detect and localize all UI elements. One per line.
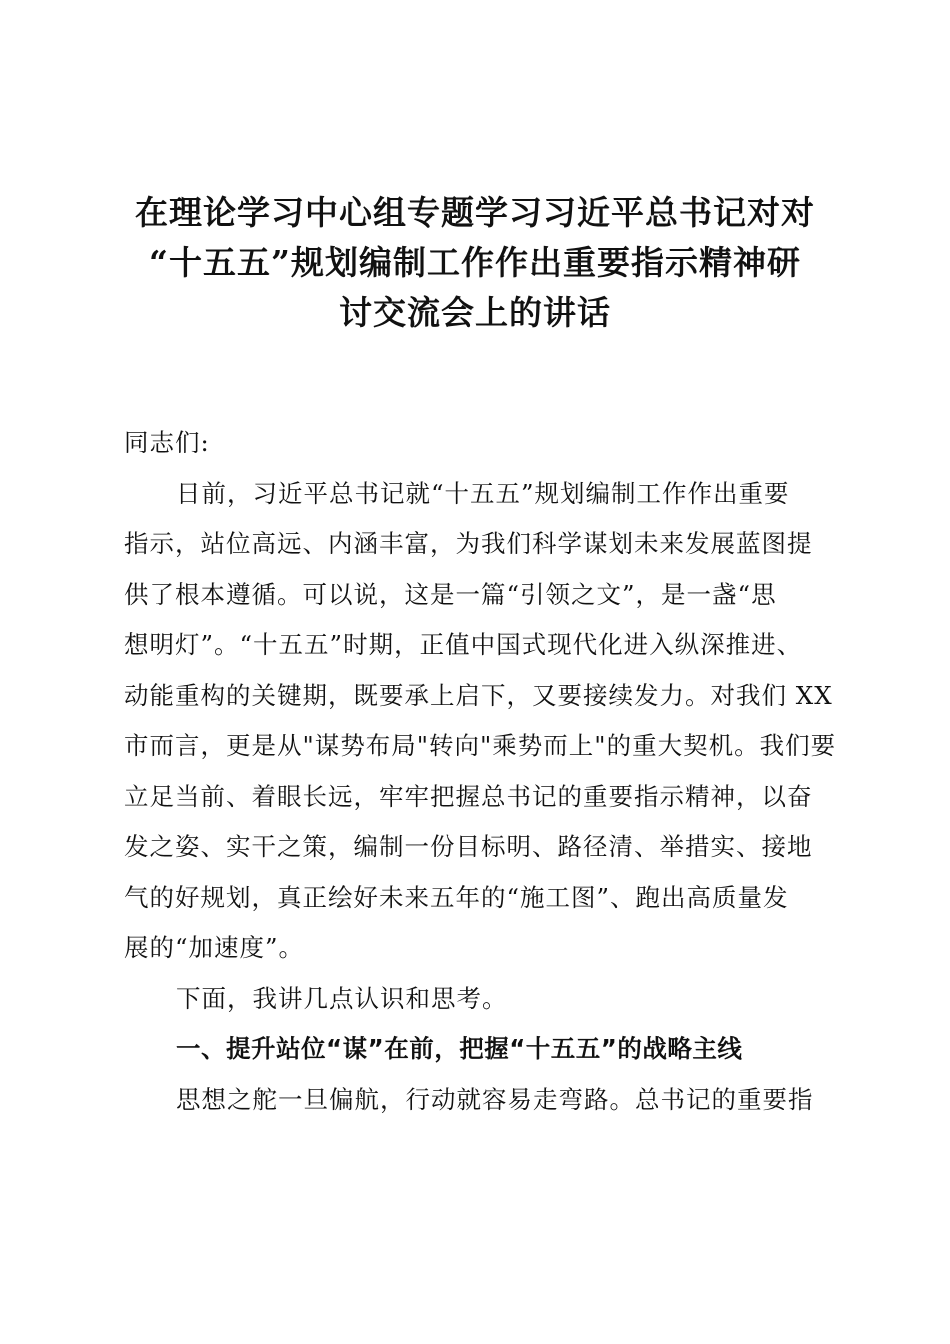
paragraph-line: 气的好规划，真正绘好未来五年的“施工图”、跑出高质量发: [124, 882, 789, 912]
paragraph-line: 发之姿、实干之策，编制一份目标明、路径清、举措实、接地: [124, 832, 813, 861]
paragraph-line: 立足当前、着眼长远，牢牢把握总书记的重要指示精神，以奋: [124, 781, 813, 811]
title-line-3: 讨交流会上的讲话: [339, 293, 611, 332]
paragraph-line: 展的“加速度”。: [124, 933, 305, 962]
title-line-1: 在理论学习中心组专题学习习近平总书记对对: [135, 193, 815, 232]
paragraph-line: 想明灯”。“十五五”时期，正值中国式现代化进入纵深推进、: [124, 630, 803, 659]
transition-paragraph: 下面，我讲几点认识和思考。: [176, 983, 508, 1013]
section-heading: 一、提升站位“谋”在前，把握“十五五”的战略主线: [176, 1034, 743, 1063]
document-body: [124, 418, 837, 1125]
paragraph-line: 市而言，更是从"谋势布局"转向"乘势而上"的重大契机。我们要: [124, 731, 837, 760]
section-paragraph-line: 思想之舵一旦偏航，行动就容易走弯路。总书记的重要指: [176, 1084, 814, 1114]
title-line-2: “十五五”规划编制工作作出重要指示精神研: [149, 243, 801, 282]
salutation: 同志们:: [124, 428, 210, 457]
paragraph-line: 动能重构的关键期，既要承上启下，又要接续发力。对我们 XX: [124, 680, 833, 710]
paragraph-line: 日前，习近平总书记就“十五五”规划编制工作作出重要: [176, 478, 790, 508]
paragraph-line: 供了根本遵循。可以说，这是一篇“引领之文”，是一盏“思: [124, 579, 777, 609]
document-title: [110, 188, 840, 338]
paragraph-line: 指示，站位高远、内涵丰富，为我们科学谋划未来发展蓝图提: [124, 529, 813, 558]
